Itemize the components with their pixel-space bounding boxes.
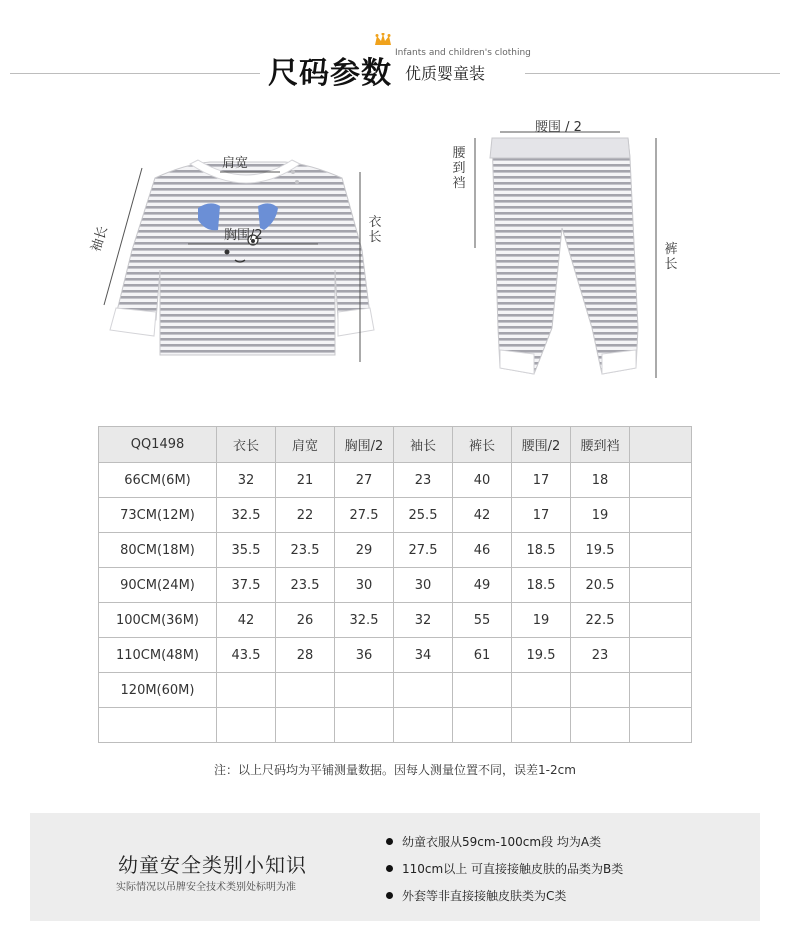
- measurement-cell: 20.5: [571, 568, 630, 603]
- size-table: [98, 426, 692, 743]
- measurement-cell: 30: [335, 568, 394, 603]
- size-cell: 73CM(12M): [99, 498, 217, 533]
- measurement-cell: 17: [512, 463, 571, 498]
- column-header: 袖长: [394, 427, 453, 463]
- measurement-cell: 55: [453, 603, 512, 638]
- rise-label: 腰到裆: [452, 146, 466, 191]
- measurement-cell: 27.5: [335, 498, 394, 533]
- measurement-cell: 37.5: [217, 568, 276, 603]
- column-header: 裤长: [453, 427, 512, 463]
- measurement-cell: 19: [571, 498, 630, 533]
- measurement-cell: [217, 673, 276, 708]
- shirt-length-label: 衣长: [368, 215, 382, 245]
- measurement-cell: [630, 673, 692, 708]
- measurement-cell: [512, 673, 571, 708]
- list-item: [386, 858, 623, 885]
- tip-text: 110cm以上 可直接接触皮肤的品类为B类: [402, 862, 624, 876]
- size-cell: 120M(60M): [99, 673, 217, 708]
- measurement-cell: 43.5: [217, 638, 276, 673]
- pants-illustration: [470, 128, 670, 388]
- tip-text: 外套等非直接接触皮肤类为C类: [402, 889, 567, 903]
- measurement-cell: 23.5: [276, 568, 335, 603]
- measurement-cell: [276, 708, 335, 743]
- measurement-cell: [335, 708, 394, 743]
- measurement-cell: 61: [453, 638, 512, 673]
- measurement-cell: 18.5: [512, 568, 571, 603]
- measurement-cell: 28: [276, 638, 335, 673]
- column-header: 腰围/2: [512, 427, 571, 463]
- column-header: 衣长: [217, 427, 276, 463]
- bullet-icon: [386, 892, 393, 899]
- measurement-cell: 18.5: [512, 533, 571, 568]
- model-code: QQ1498: [99, 427, 217, 463]
- size-cell: 80CM(18M): [99, 533, 217, 568]
- measurement-cell: 22.5: [571, 603, 630, 638]
- measurement-cell: [630, 498, 692, 533]
- table-row: [99, 568, 692, 603]
- table-row: [99, 638, 692, 673]
- measurement-cell: 34: [394, 638, 453, 673]
- waist-label: 腰围 / 2: [535, 120, 582, 135]
- table-row: [99, 463, 692, 498]
- list-item: [386, 831, 623, 858]
- measurement-cell: 36: [335, 638, 394, 673]
- measurement-cell: 23.5: [276, 533, 335, 568]
- bullet-icon: [386, 865, 393, 872]
- measurement-cell: 42: [453, 498, 512, 533]
- measurement-cell: [571, 673, 630, 708]
- page-title: 尺码参数: [268, 56, 392, 91]
- tips-title: 幼童安全类别小知识: [118, 853, 307, 877]
- pants-length-label: 裤长: [664, 242, 678, 272]
- measurement-cell: [394, 708, 453, 743]
- measurement-cell: [630, 568, 692, 603]
- measurement-cell: 25.5: [394, 498, 453, 533]
- measurement-cell: [630, 708, 692, 743]
- column-header: 肩宽: [276, 427, 335, 463]
- measurement-cell: [630, 533, 692, 568]
- measurement-cell: 27: [335, 463, 394, 498]
- measurement-cell: [630, 638, 692, 673]
- header-divider-right: [525, 73, 780, 74]
- shirt-illustration: [80, 140, 410, 380]
- tips-subtitle: 实际情况以吊牌安全技术类别处标明为准: [116, 882, 296, 893]
- shoulder-width-label: 肩宽: [222, 156, 249, 171]
- measurement-cell: 40: [453, 463, 512, 498]
- measurement-cell: 32: [394, 603, 453, 638]
- measurement-cell: [630, 603, 692, 638]
- table-row: [99, 708, 692, 743]
- measurement-cell: 19.5: [571, 533, 630, 568]
- column-header: [630, 427, 692, 463]
- crown-icon: [374, 33, 392, 47]
- header-divider-left: [10, 73, 260, 74]
- tip-text: 幼童衣服从59cm-100cm段 均为A类: [402, 835, 602, 849]
- measurement-cell: 32: [217, 463, 276, 498]
- measurement-cell: 42: [217, 603, 276, 638]
- measurement-cell: 49: [453, 568, 512, 603]
- measurement-cell: 46: [453, 533, 512, 568]
- bullet-icon: [386, 838, 393, 845]
- english-tagline: Infants and children's clothing: [395, 48, 531, 58]
- list-item: [386, 885, 623, 912]
- measurement-cell: 32.5: [335, 603, 394, 638]
- measurement-cell: [630, 463, 692, 498]
- sleeve-length-label: 袖长: [88, 224, 112, 254]
- column-header: 胸围/2: [335, 427, 394, 463]
- chest-width-label: 胸围/2: [224, 228, 263, 243]
- measurement-cell: 32.5: [217, 498, 276, 533]
- measurement-cell: 23: [394, 463, 453, 498]
- measurement-cell: 19.5: [512, 638, 571, 673]
- table-row: [99, 673, 692, 708]
- column-header: 腰到裆: [571, 427, 630, 463]
- safety-tips-panel: [30, 813, 760, 921]
- measurement-cell: [453, 673, 512, 708]
- measurement-cell: 26: [276, 603, 335, 638]
- measurement-cell: 19: [512, 603, 571, 638]
- table-header-row: [99, 427, 692, 463]
- measurement-cell: [217, 708, 276, 743]
- measurement-cell: 21: [276, 463, 335, 498]
- table-row: [99, 603, 692, 638]
- tips-list: [386, 831, 623, 912]
- size-cell: 100CM(36M): [99, 603, 217, 638]
- measurement-cell: 17: [512, 498, 571, 533]
- measurement-cell: 29: [335, 533, 394, 568]
- size-cell: 90CM(24M): [99, 568, 217, 603]
- measurement-cell: [394, 673, 453, 708]
- measurement-cell: [571, 708, 630, 743]
- size-cell: [99, 708, 217, 743]
- measurement-cell: [453, 708, 512, 743]
- size-cell: 110CM(48M): [99, 638, 217, 673]
- measurement-cell: 35.5: [217, 533, 276, 568]
- measurement-note: 注：以上尺码均为平铺测量数据。因每人测量位置不同，误差1-2cm: [214, 763, 576, 777]
- measurement-cell: 23: [571, 638, 630, 673]
- measurement-cell: 27.5: [394, 533, 453, 568]
- table-row: [99, 498, 692, 533]
- table-row: [99, 533, 692, 568]
- measurement-cell: 22: [276, 498, 335, 533]
- measurement-cell: [276, 673, 335, 708]
- measurement-cell: [335, 673, 394, 708]
- measurement-cell: 30: [394, 568, 453, 603]
- page-subtitle: 优质婴童装: [405, 64, 486, 83]
- measurement-cell: 18: [571, 463, 630, 498]
- measurement-cell: [512, 708, 571, 743]
- size-cell: 66CM(6M): [99, 463, 217, 498]
